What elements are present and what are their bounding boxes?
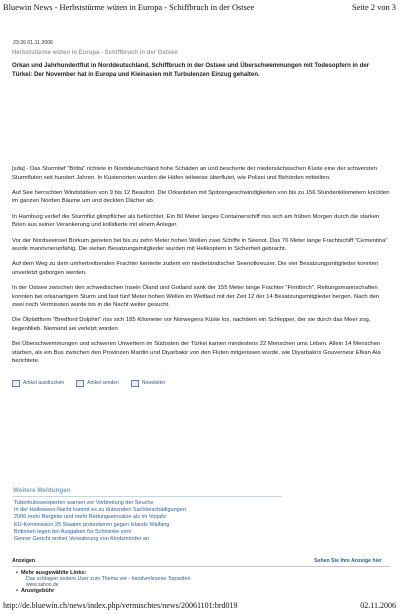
newsletter-link[interactable] bbox=[131, 380, 166, 387]
ads-section bbox=[12, 558, 390, 594]
article bbox=[12, 40, 390, 394]
article-tools bbox=[12, 380, 390, 387]
printer-icon bbox=[12, 380, 20, 387]
mail-icon bbox=[76, 380, 84, 387]
more-news-box bbox=[12, 487, 282, 543]
ad-text[interactable]: Das schlagen andere User zum Thema vor - handverlesene Topseiten bbox=[26, 576, 191, 582]
article-paragraph: [sda] - Das Sturmtief "Britta" richtete in Norddeutschland hohe Schäden an und bescherte der niedersächsischen Küste eine der schwersten Sturmfluten seit hundert Jahren. In Küstenorten wurden die Häfen teilweise überflutet, wie Polizei und Behörden mitteilten. bbox=[12, 166, 378, 181]
more-news-link[interactable]: Britinnen legen bei Ausgaben für Schminke vorn bbox=[14, 528, 132, 535]
more-news-title: Weitere Meldungen bbox=[13, 487, 71, 494]
article-paragraph: Auf See herrschten Windstärken von 9 bis 12 Beaufort. Die Orkanböen mit Spitzengeschwindigkeiten von bis zu 156 Stundenkilometern knickten im ganzen Norden Bäume um und deckten Dächer ab. bbox=[12, 190, 390, 205]
document-title: Bluewin News - Herbststürme wüten in Europa - Schiffbruch in der Ostsee bbox=[3, 3, 255, 12]
divider bbox=[12, 566, 390, 567]
article-kicker: Herbststürme wüten in Europa - Schiffbruch in der Ostsee bbox=[12, 50, 178, 56]
own-ad-link[interactable]: Sehen Sie Ihre Anzeige hier bbox=[314, 558, 382, 564]
divider bbox=[12, 496, 282, 497]
article-paragraph: In Hamburg verlief die Sturmflut glimpflicher als befürchtet. Ein 80 Meter langes Containerschiff riss sich am frühen Morgen durch die starken Böen aus seiner Verankerung und kollidierte mit einem Anleger. bbox=[12, 213, 380, 229]
newsletter-icon bbox=[131, 380, 139, 387]
ad-url: www.sahoo.de bbox=[26, 582, 59, 588]
more-news-link[interactable]: In der Halloween-Nacht kommt es zu dutzenden Sachbeschädigungen bbox=[14, 507, 186, 514]
ad-title[interactable]: • Mehr ausgewählte Links: bbox=[22, 570, 390, 576]
newsletter-label: Newsletter bbox=[141, 380, 166, 386]
article-paragraph: Bei Überschwemmungen und schweren Unwettern im Südosten der Türkei kamen mindestens 22 Menschen ums Leben. Allein 14 Menschen starben, als ein Bus zwischen den Provinzen Mardin und Diyarbakir von den Fluten mitgerissen wurde, wie Diyarbakirs Gouverneur Efkan Ala berichtete. bbox=[12, 341, 381, 365]
more-news-link[interactable]: Gerner Gericht ordnet Verwahrung von Kindsmörder an bbox=[14, 536, 150, 543]
article-timestamp: 23:26 01.11.2006 bbox=[13, 40, 53, 46]
print-article-label: Artikel ausdrucken bbox=[23, 380, 65, 386]
print-header bbox=[0, 0, 400, 18]
more-news-link[interactable]: 2006 mehr Bergtote und mehr Rettungseinsätze als im Vorjahr bbox=[14, 514, 167, 521]
print-date: 02.11.2006 bbox=[360, 601, 396, 610]
more-news-link[interactable]: Tuberkuloseexperten warnen vor Verbreitung der Seuche bbox=[14, 500, 154, 506]
print-footer bbox=[0, 601, 400, 613]
article-paragraph: Vor der Nordseeinsel Borkum gerieten bei bis zu zehn Meter hohen Wellen zwei Schiffe in Seenot. Das 76 Meter lange Frachtschiff "Cementina" wurde manövrierunfähig. Die sieben Besatzungsmitglieder wurden mit Helikoptern in Sicherheit gebracht. bbox=[12, 237, 388, 253]
send-article-label: Artikel senden bbox=[87, 380, 119, 386]
article-paragraph: Die Ölplattform "Bredford Dolphin" riss sich 185 Kilometer vor Norwegens Küste los, nachdem ein Schlepper, der sie durch das Meer zog, liegenblieb. Niemand sei verletzt worden. bbox=[12, 317, 371, 332]
more-news-link[interactable]: EU-Kommission 25 Staaten protestieren gegen Islands Walfang bbox=[14, 521, 170, 528]
page-indicator: Seite 2 von 3 bbox=[352, 3, 396, 12]
ads-label: Anzeigen bbox=[12, 558, 36, 564]
send-article-link[interactable] bbox=[76, 380, 119, 387]
article-paragraph: In der Ostsee zwischen den schwedischen Inseln Öland und Gotland sank der 155 Meter lange Frachter "Finnbirch". Rettungsmannschaften konnten bei orkanartigem Sturm und fast fünf Meter hohen Wellen im Wettlauf mit der Zeit 12 der 14 Besatzungsmitglieder bergen. Nach den zwei noch Vermissten wurde bis in die Nacht weiter gesucht. bbox=[12, 285, 380, 309]
article-lead: Orkan und Jahrhundertflut in Norddeutschland, Schiffbruch in der Ostsee und Überschwemmungen mit Todesopfern in der Türkei: Der November hat in Europa und Kleinasien mit Turbulenzen Einzug gehalten. bbox=[12, 62, 370, 78]
page-url: http://de.bluewin.ch/news/index.php/vermischtes/news/20061101:brd019 bbox=[3, 601, 238, 610]
print-article-link[interactable] bbox=[12, 380, 64, 387]
article-paragraph: Auf dem Weg zu dem umhertreibenden Frachter kenterte zudem ein niederländischer Seenotkreuzer. Die vier Besatzungsmitglieder konnten unverletzt geborgen werden. bbox=[12, 261, 379, 276]
ad-title[interactable]: • Anzeigebühr bbox=[22, 588, 390, 594]
